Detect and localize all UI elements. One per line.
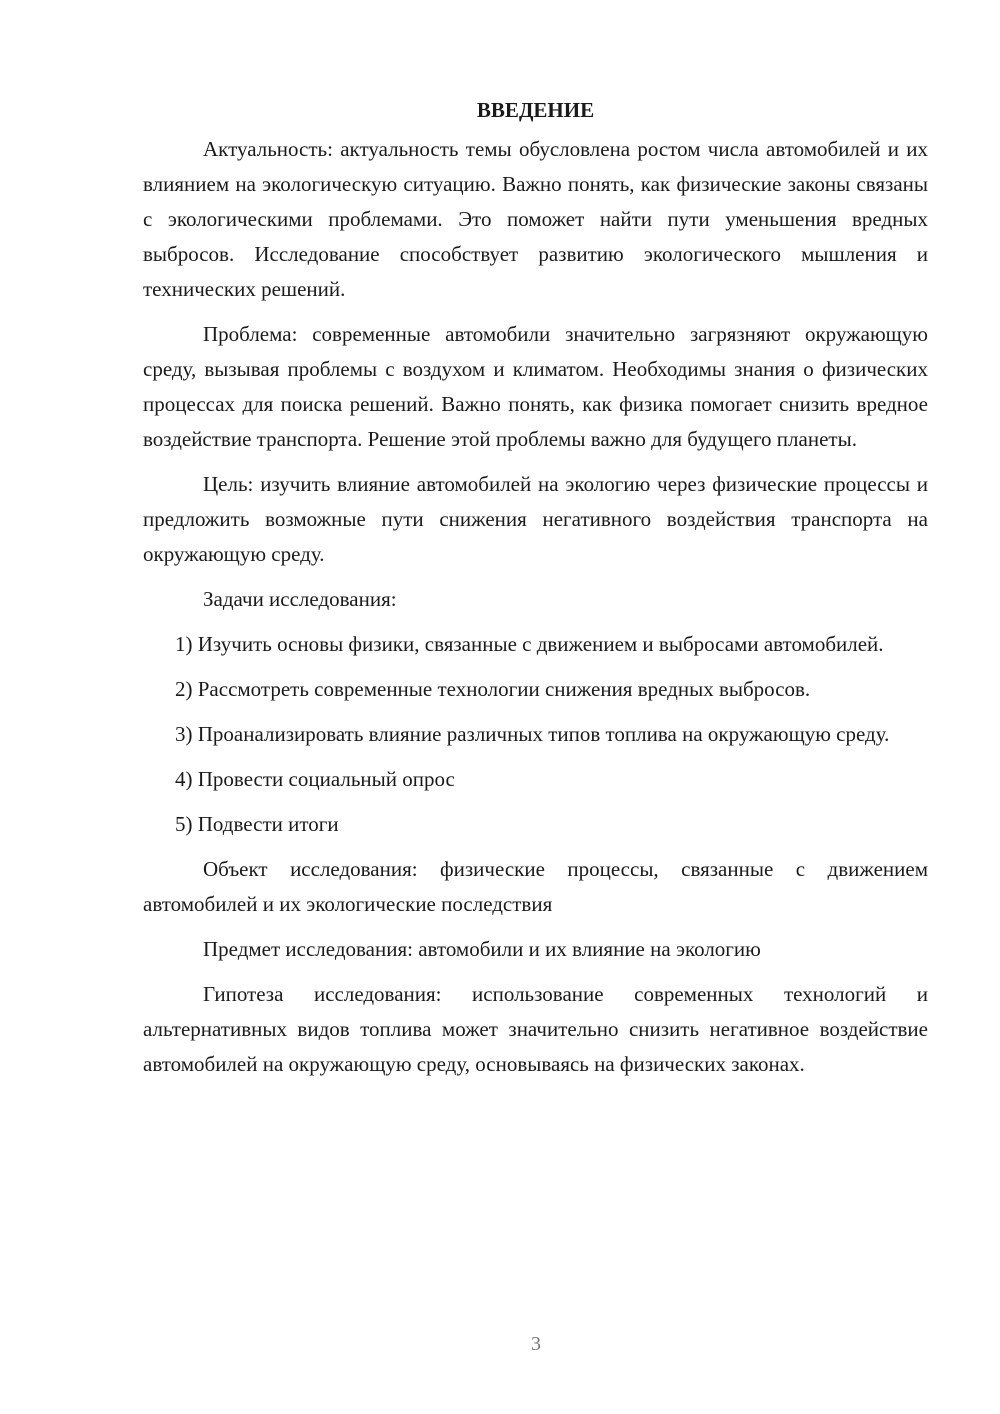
problem-paragraph: Проблема: современные автомобили значительно загрязняют окружающую среду, вызывая проблемы с воздухом и климатом. Необходимы знания о физических процессах для поиска решений. Важно понять, как физика помогает снизить вредное воздействие транспорта. Решение этой проблемы важно для будущего планеты. — [143, 322, 928, 451]
page-content — [143, 92, 928, 1082]
subject-paragraph: Предмет исследования: автомобили и их влияние на экологию — [203, 937, 761, 961]
page-number: 3 — [531, 1333, 541, 1355]
goal-paragraph: Цель: изучить влияние автомобилей на экологию через физические процессы и предложить возможные пути снижения негативного воздействия транспорта на окружающую среду. — [143, 472, 928, 566]
object-paragraph: Объект исследования: физические процессы, связанные с движением автомобилей и их экологические последствия — [143, 857, 928, 916]
relevance-paragraph: Актуальность: актуальность темы обусловлена ростом числа автомобилей и их влиянием на экологическую ситуацию. Важно понять, как физические законы связаны с экологическими проблемами. Это поможет найти пути уменьшения вредных выбросов. Исследование способствует развитию экологического мышления и технических решений. — [143, 137, 928, 301]
task-item-3: 3) Проанализировать влияние различных типов топлива на окружающую среду. — [175, 722, 890, 746]
task-item-4: 4) Провести социальный опрос — [175, 767, 455, 791]
task-item-2: 2) Рассмотреть современные технологии снижения вредных выбросов. — [175, 677, 811, 701]
task-item-5: 5) Подвести итоги — [175, 812, 339, 836]
tasks-heading: Задачи исследования: — [203, 587, 397, 611]
page-title: ВВЕДЕНИЕ — [476, 98, 595, 122]
task-item-1: 1) Изучить основы физики, связанные с движением и выбросами автомобилей. — [175, 632, 884, 656]
hypothesis-paragraph: Гипотеза исследования: использование современных технологий и альтернативных видов топлива может значительно снизить негативное воздействие автомобилей на окружающую среду, основываясь на физических законах. — [143, 982, 928, 1076]
